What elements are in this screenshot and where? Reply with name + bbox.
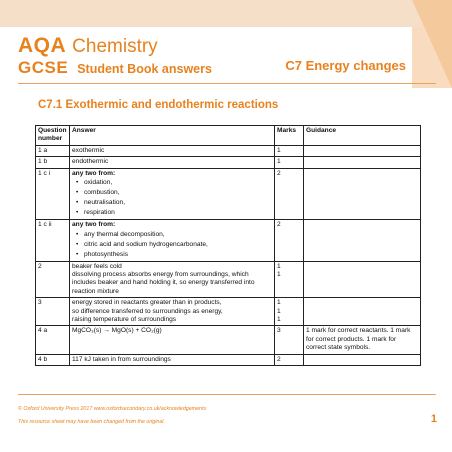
marks-cell: 1 <box>275 157 304 168</box>
answer-line: so difference transferred to surroundings as energy, <box>72 307 223 315</box>
guidance-cell <box>304 168 421 219</box>
marks-cell <box>275 298 304 326</box>
header-band <box>0 0 452 27</box>
question-number: 3 <box>36 298 70 326</box>
marks-cell <box>275 261 304 298</box>
answer-line: energy stored in reactants greater than in products, <box>72 299 222 307</box>
question-number: 1 c i <box>36 168 70 219</box>
chapter-title: C7 Energy changes <box>285 58 406 73</box>
question-number: 1 c ii <box>36 220 70 261</box>
list-item: • citric acid and sodium hydrogencarbonate, <box>76 240 272 250</box>
marks-cell: 2 <box>275 168 304 219</box>
question-number: 4 a <box>36 326 70 354</box>
answer-line: beaker feels cold <box>72 262 122 270</box>
answer-cell <box>70 220 275 261</box>
list-item: • oxidation, <box>76 178 272 188</box>
guidance-cell <box>304 261 421 298</box>
mark-line: 1 <box>277 299 281 307</box>
table-row <box>36 220 421 261</box>
mark-line: 1 <box>277 307 281 315</box>
column-header-marks: Marks <box>275 126 304 146</box>
answer-line: includes beaker and hand holding it, so energy transferred into <box>72 279 255 287</box>
mark-line: 1 <box>277 262 281 270</box>
corner-decoration <box>412 0 452 88</box>
header-divider <box>18 83 436 84</box>
question-number: 1 b <box>36 157 70 168</box>
section-title: C7.1 Exothermic and endothermic reactions <box>38 99 279 111</box>
table-row <box>36 326 421 354</box>
answer-bullet-list <box>72 178 272 218</box>
table-row <box>36 157 421 168</box>
table-row <box>36 168 421 219</box>
guidance-cell <box>304 157 421 168</box>
answer-cell <box>70 261 275 298</box>
table-row <box>36 298 421 326</box>
answers-table <box>35 125 421 366</box>
table-row <box>36 146 421 157</box>
table-row <box>36 354 421 365</box>
question-number: 4 b <box>36 354 70 365</box>
answer-line: raising temperature of surroundings <box>72 316 177 324</box>
copyright-notice: © Oxford University Press 2017 www.oxfordsecondary.co.uk/acknowledgements <box>18 406 207 412</box>
answer-line: dissolving process absorbs energy from surroundings, which <box>72 271 249 279</box>
footer-divider <box>18 394 436 395</box>
list-item: • any thermal decomposition, <box>76 230 272 240</box>
brand-gcse: GCSE <box>18 58 69 77</box>
answer-cell: endothermic <box>70 157 275 168</box>
brand-logo <box>18 35 212 79</box>
mark-line: 1 <box>277 316 281 324</box>
guidance-cell <box>304 298 421 326</box>
answer-cell: MgCO₃(s) → MgO(s) + CO₂(g) <box>70 326 275 354</box>
mark-line: 1 <box>277 271 281 279</box>
list-item: • combustion, <box>76 188 272 198</box>
question-number: 2 <box>36 261 70 298</box>
answer-cell: exothermic <box>70 146 275 157</box>
question-number: 1 a <box>36 146 70 157</box>
marks-cell: 3 <box>275 326 304 354</box>
brand-subtitle: Student Book answers <box>77 62 212 76</box>
list-item: • respiration <box>76 208 272 218</box>
answer-bullet-list <box>72 230 272 260</box>
marks-cell: 1 <box>275 146 304 157</box>
page-number: 1 <box>430 413 437 425</box>
answer-line: reaction mixture <box>72 287 119 295</box>
answer-lead: any two from: <box>72 221 116 229</box>
guidance-cell <box>304 146 421 157</box>
modification-notice: This resource sheet may have been changed from the original. <box>18 419 165 425</box>
column-header-question: Question number <box>36 126 70 146</box>
column-header-answer: Answer <box>70 126 275 146</box>
list-item: • neutralisation, <box>76 198 272 208</box>
answer-cell <box>70 298 275 326</box>
column-header-guidance: Guidance <box>304 126 421 146</box>
list-item: • photosynthesis <box>76 250 272 260</box>
table-header-row <box>36 126 421 146</box>
marks-cell: 2 <box>275 220 304 261</box>
guidance-cell: 1 mark for correct reactants. 1 mark for correct products. 1 mark for correct state symbols. <box>304 326 421 354</box>
table-row <box>36 261 421 298</box>
answer-cell <box>70 168 275 219</box>
guidance-cell <box>304 220 421 261</box>
guidance-cell <box>304 354 421 365</box>
brand-subject: Chemistry <box>72 36 158 57</box>
brand-aqa: AQA <box>18 34 67 57</box>
marks-cell: 2 <box>275 354 304 365</box>
answer-lead: any two from: <box>72 169 116 177</box>
answer-cell: 117 kJ taken in from surroundings <box>70 354 275 365</box>
